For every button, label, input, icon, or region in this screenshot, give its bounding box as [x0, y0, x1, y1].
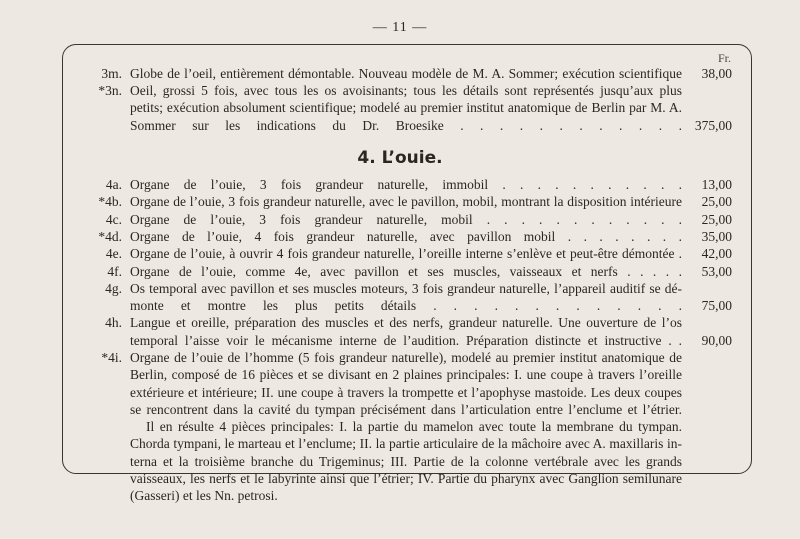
- paragraph-line: vaisseaux, les nerfs et le labyrinte ainsi que l’étrier; IV. Partie du pharynx avec Ganglion semilunare: [130, 471, 682, 487]
- entry-description: [130, 193, 682, 210]
- entry-code: *4b.: [98, 194, 122, 210]
- entry-description: [130, 228, 682, 245]
- entry-code: 4h.: [105, 315, 122, 331]
- entry-description: [130, 65, 682, 82]
- entry-price: 13,00: [701, 177, 732, 192]
- currency-label: Fr.: [717, 51, 731, 65]
- entry-line: Organe de l’ouie, 3 fois grandeur naturelle, mobil . . . . . . . . . . . .: [130, 211, 682, 227]
- entry-description: [130, 314, 682, 349]
- continuation-paragraph: [130, 418, 682, 504]
- entry-code: 4f.: [107, 263, 122, 279]
- entry-price: 90,00: [701, 332, 732, 348]
- paragraph-line: Chorda tympani, le marteau et l’enclume; II. la partie articulaire de la mâchoire avec A. maxillaris in-: [130, 436, 682, 452]
- entry-line: se rencontrent dans la cavité du tympan précisément dans l’articulation entre l’enclume et l’étrier.: [130, 401, 682, 417]
- entry-price: 25,00: [701, 194, 732, 210]
- entry-line: Organe de l’ouie, 4 fois grandeur naturelle, avec pavillon mobil . . . . . . . .: [130, 228, 682, 244]
- entry-description: [130, 176, 682, 193]
- entry-line: extérieure et intérieure; II. une coupe à travers la trompette et l’apophyse mastoide. Les deux coupes: [130, 384, 682, 400]
- section-heading: 4. L’ouie.: [357, 148, 443, 168]
- entry-description: [130, 245, 682, 262]
- entry-code: 4a.: [105, 177, 122, 192]
- entry-line: Os temporal avec pavillon et ses muscles moteurs, 3 fois grandeur naturelle, l’appareil auditif se dé-: [130, 280, 682, 296]
- entry-line: Organe de l’ouie, comme 4e, avec pavillon et ses muscles, vaisseaux et nerfs . . . . .: [130, 263, 682, 279]
- entry-code: *3n.: [98, 83, 122, 98]
- entry-code: 4c.: [105, 211, 122, 227]
- paragraph-line: Il en résulte 4 pièces principales: I. la partie du mamelon avec toute la membrane du tympan.: [146, 419, 682, 435]
- entry-description: [130, 82, 682, 134]
- entry-line: Organe de l’ouie, à ouvrir 4 fois grandeur naturelle, l’oreille interne s’enlève et peut-être démontée .: [130, 246, 682, 262]
- entry-line: Organe de l’ouie, 3 fois grandeur naturelle, immobil . . . . . . . . . . .: [130, 177, 682, 192]
- entry-price: 25,00: [701, 211, 732, 227]
- entry-line: Oeil, grossi 5 fois, avec tous les os avoisinants; tous les détails sont représentés jusqu’aux plus: [130, 83, 682, 98]
- entry-price: 42,00: [701, 246, 732, 262]
- page-number: — 11 —: [372, 20, 428, 35]
- entry-line: Langue et oreille, préparation des muscles et des nerfs, grandeur naturelle. Une ouverture de l’os: [130, 315, 682, 331]
- entry-price: 375,00: [694, 117, 732, 133]
- entry-code: 3m.: [101, 66, 122, 81]
- entry-price: 75,00: [701, 298, 732, 314]
- entry-code: *4i.: [101, 350, 122, 365]
- entry-line: petits; exécution absolument scientifique; modelé au premier institut anatomique de Berlin par M. A.: [130, 100, 682, 116]
- entry-line: Sommer sur les indications du Dr. Broesike . . . . . . . . . . . .: [130, 117, 682, 133]
- paragraph-line: (Gasseri) et les Nn. petrosi.: [130, 488, 278, 504]
- entry-description: [130, 211, 682, 228]
- entry-description: [130, 349, 682, 418]
- entry-code: 4g.: [105, 280, 122, 296]
- entry-code: *4d.: [98, 228, 122, 244]
- paragraph-line: terna et la troisième branche du Trigeminus; III. Partie de la colonne vertébrale avec les grands: [130, 453, 682, 469]
- entry-line: Berlin, composé de 16 pièces et se divisant en 2 plaines principales: I. une coupe à travers l’oreille: [130, 367, 682, 383]
- entry-line: Organe de l’ouie de l’homme (5 fois grandeur naturelle), modelé au premier institut anatomique de: [130, 350, 682, 365]
- entry-price: 53,00: [701, 263, 732, 279]
- entry-price: 38,00: [701, 66, 732, 81]
- entry-line: monte et montre les plus petits détails . . . . . . . . . . . . .: [130, 298, 682, 314]
- entry-price: 35,00: [701, 228, 732, 244]
- entry-description: [130, 280, 682, 315]
- entry-line: temporal l’aisse voir le mécanisme interne de l’audition. Préparation distincte et instructive . .: [130, 332, 682, 348]
- entry-description: [130, 263, 682, 280]
- entry-line: Organe de l’ouie, 3 fois grandeur naturelle, avec le pavillon, mobil, montrant la disposition intérieure: [130, 194, 682, 210]
- entry-line: Globe de l’oeil, entièrement démontable. Nouveau modèle de M. A. Sommer; exécution scientifique: [130, 66, 682, 81]
- entry-code: 4e.: [105, 246, 122, 262]
